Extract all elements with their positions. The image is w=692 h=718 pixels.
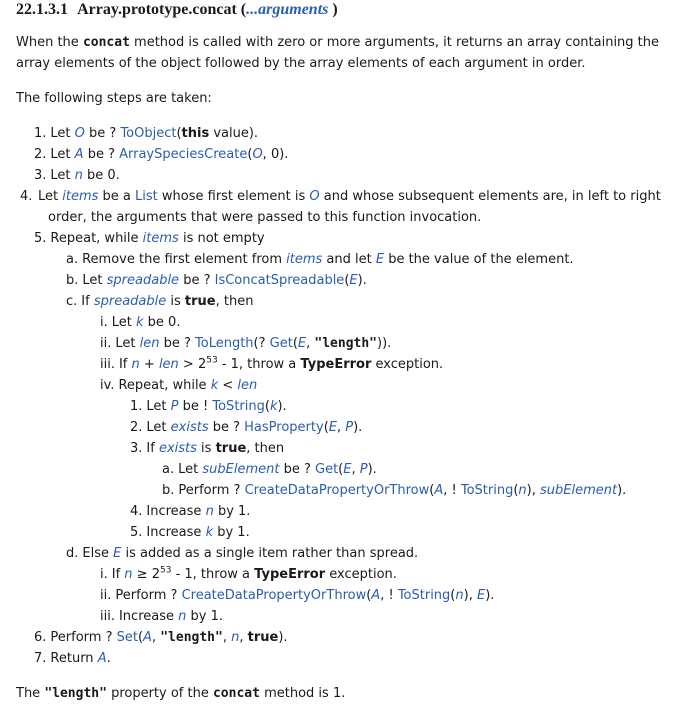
step-6: 6. Perform ? Set(A, "length", n, true). — [34, 630, 288, 645]
link-set[interactable]: Set — [116, 630, 138, 645]
step-1: 1. Let O be ? ToObject(this value). — [34, 126, 259, 141]
step-5-substeps — [66, 249, 692, 627]
step-5d-i: i. If $n \ge 2^{53} - 1$, throw a TypeError exception. — [100, 565, 397, 582]
link-get[interactable]: Get — [269, 336, 293, 351]
step-5c-iv-3: 3. If exists is true, then a. Let subElement be ? Get(E, P). b. Perform ? CreateDataPropertyOrThrow(A, ! ToString(n), subElement). — [130, 438, 692, 501]
link-list[interactable]: List — [135, 189, 158, 204]
link-get-2[interactable]: Get — [315, 462, 339, 477]
step-5d-iii: iii. Increase n by 1. — [100, 609, 223, 624]
footer-paragraph: The "length" property of the concat method is 1. — [16, 686, 346, 701]
spec-page — [16, 0, 692, 718]
section-title: Array.prototype.concat ( — [77, 1, 247, 18]
step-5a: a. Remove the first element from items and let E be the value of the element. — [66, 252, 574, 267]
step-5b: b. Let spreadable be ? IsConcatSpreadable(E). — [66, 273, 367, 288]
step-5c-iv-3b: b. Perform ? CreateDataPropertyOrThrow(A, ! ToString(n), subElement). — [162, 483, 627, 498]
steps-intro: The following steps are taken: — [16, 91, 212, 106]
step-5c-iv-2: 2. Let exists be ? HasProperty(E, P). — [130, 420, 363, 435]
link-arrayspeciescreate[interactable]: ArraySpeciesCreate — [119, 147, 248, 162]
step-5c-substeps — [100, 312, 692, 543]
step-5c-ii: ii. Let len be ? ToLength(? Get(E, "length")). — [100, 336, 392, 351]
step-4: 4. Let items be a List whose first element is O and whose subsequent elements are, in left to right order, the arguments that were passed to this function invocation. — [20, 189, 661, 225]
step-2: 2. Let A be ? ArraySpeciesCreate(O, 0). — [34, 147, 289, 162]
code-concat: concat — [82, 35, 130, 50]
step-5c-iv-3-substeps — [162, 459, 692, 501]
step-5c-iii: iii. If n + len > $2^{53} - 1$, throw a TypeError exception. — [100, 355, 444, 372]
section-arg[interactable]: ...arguments — [246, 1, 329, 18]
step-5c-iv-3a: a. Let subElement be ? Get(E, P). — [162, 462, 377, 477]
step-5d-ii: ii. Perform ? CreateDataPropertyOrThrow(A, ! ToString(n), E). — [100, 588, 495, 603]
link-isconcatspreadable[interactable]: IsConcatSpreadable — [214, 273, 345, 288]
step-5c-iv-4: 4. Increase n by 1. — [130, 504, 251, 519]
link-createdatapropertyorthrow-2[interactable]: CreateDataPropertyOrThrow — [181, 588, 367, 603]
section-number: 22.1.3.1 — [16, 1, 68, 18]
step-5d-substeps — [100, 564, 692, 627]
step-3: 3. Let n be 0. — [34, 168, 120, 183]
step-5: 5. Repeat, while items is not empty a. Remove the first element from items and let E be the value of the element. b. Let spreadable be ? IsConcatSpreadable(E). c. If spreadable is true, then i. Let k be 0. ii. Let len be ? ToLength(? Get(E, "length")). iii. If n + len > $2^{53} - 1$, throw a TypeError exception. iv. Repeat, while k < len 1. Let P be ! ToString(k). 2. Let exists be ? HasProperty(E, P). 3. If exists is true, then a. Let subElement be ? Get(E, P). b. Perform ? CreateDataPropertyOrThrow(A, ! ToString(n), subElement). 4. Increase n by 1. 5. Increase k by 1. d. Else E is added as a single item rather than spread. i. If $n \ge 2^{53} - 1$, throw a TypeError exception. ii. Perform ? CreateDataPropertyOrThrow(A, ! ToString(n), E). iii. Increase n by 1. — [34, 228, 692, 627]
step-5c-i: i. Let k be 0. — [100, 315, 181, 330]
link-tostring[interactable]: ToString — [212, 399, 265, 414]
step-5c-iv: iv. Repeat, while k < len 1. Let P be ! ToString(k). 2. Let exists be ? HasProperty(E, P). 3. If exists is true, then a. Let subElement be ? Get(E, P). b. Perform ? CreateDataPropertyOrThrow(A, ! ToString(n), subElement). 4. Increase n by 1. 5. Increase k by 1. — [100, 375, 692, 543]
step-5c-iv-substeps — [130, 396, 692, 543]
link-toobject[interactable]: ToObject — [120, 126, 177, 141]
step-7: 7. Return A. — [34, 651, 111, 666]
intro-paragraph: When the concat method is called with zero or more arguments, it returns an array containing the array elements of the object followed by the array elements of each argument in order. — [16, 35, 660, 71]
step-5c-iv-1: 1. Let P be ! ToString(k). — [130, 399, 287, 414]
step-5c: c. If spreadable is true, then i. Let k be 0. ii. Let len be ? ToLength(? Get(E, "length")). iii. If n + len > $2^{53} - 1$, throw a TypeError exception. iv. Repeat, while k < len 1. Let P be ! ToString(k). 2. Let exists be ? HasProperty(E, P). 3. If exists is true, then a. Let subElement be ? Get(E, P). b. Perform ? CreateDataPropertyOrThrow(A, ! ToString(n), subElement). 4. Increase n by 1. 5. Increase k by 1. — [66, 291, 692, 543]
link-hasproperty[interactable]: HasProperty — [244, 420, 324, 435]
section-heading — [16, 0, 692, 20]
link-tolength[interactable]: ToLength — [195, 336, 254, 351]
algorithm-steps — [20, 123, 692, 669]
step-5d: d. Else E is added as a single item rather than spread. i. If $n \ge 2^{53} - 1$, throw a TypeError exception. ii. Perform ? CreateDataPropertyOrThrow(A, ! ToString(n), E). iii. Increase n by 1. — [66, 543, 692, 627]
step-5c-iv-5: 5. Increase k by 1. — [130, 525, 250, 540]
link-createdatapropertyorthrow[interactable]: CreateDataPropertyOrThrow — [244, 483, 430, 498]
section-close: ) — [332, 1, 338, 18]
